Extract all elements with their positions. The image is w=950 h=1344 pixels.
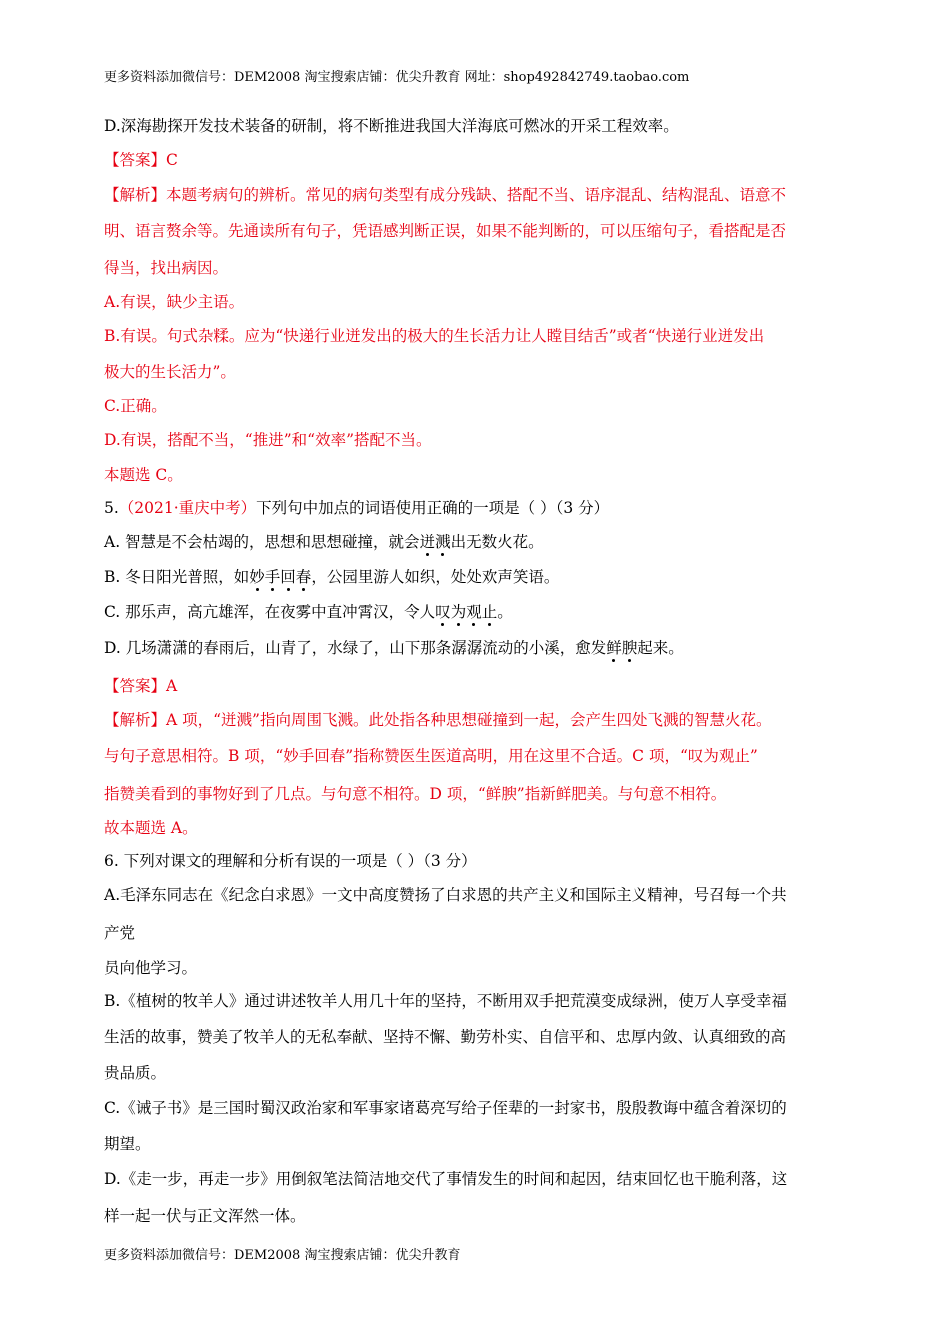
option-text: ，公园里游人如织，处处欢声笑语。	[311, 568, 560, 586]
dotted-char: 妙	[249, 568, 265, 586]
q4-analysis-line: A.有误，缺少主语。	[104, 293, 245, 311]
q6-line: A.毛泽东同志在《纪念白求恩》一文中高度赞扬了白求恩的共产主义和国际主义精神，号召每一个共	[104, 886, 787, 904]
dotted-char: 腴	[621, 639, 638, 657]
q5-option-b	[104, 567, 854, 587]
q4-analysis-line: D.有误，搭配不当，“推进”和“效率”搭配不当。	[104, 431, 432, 449]
q6-line: C.《诫子书》是三国时蜀汉政治家和军事家诸葛亮写给子侄辈的一封家书，殷殷教诲中蕴含着深切的	[104, 1099, 787, 1117]
dotted-char: 鲜	[606, 639, 622, 657]
q6-line: 生活的故事，赞美了牧羊人的无私奉献、坚持不懈、勤劳朴实、自信平和、忠厚内敛、认真细致的高	[104, 1028, 787, 1046]
dotted-char: 迸	[419, 533, 436, 551]
q5-option-a	[104, 532, 854, 552]
q5-option-d	[104, 638, 854, 658]
q5-number: 5.	[104, 499, 119, 517]
option-text: A. 智慧是不会枯竭的，思想和思想碰撞，就会	[104, 533, 420, 551]
q5-analysis-line: 【解析】A 项，“迸溅”指向周围飞溅。此处指各种思想碰撞到一起，会产生四处飞溅的智慧火花。	[104, 711, 772, 729]
q6-line: D.《走一步，再走一步》用倒叙笔法简洁地交代了事情发生的时间和起因，结束回忆也干脆利落，这	[104, 1170, 788, 1188]
q6-line: 员向他学习。	[104, 959, 198, 977]
q5-option-c	[104, 602, 854, 622]
option-text: 起来。	[637, 639, 684, 657]
q4-analysis-line: C.正确。	[104, 397, 167, 415]
option-text: C. 那乐声，高亢雄浑，在夜雾中直冲霄汉，令人	[104, 603, 436, 621]
dotted-char: 回	[280, 568, 296, 586]
q4-analysis-line: B.有误。句式杂糅。应为“快递行业迸发出的极大的生长活力让人瞠目结舌”或者“快递行业迸发出	[104, 327, 765, 345]
dotted-char: 叹	[435, 603, 451, 621]
option-text: 出无数火花。	[450, 533, 544, 551]
q6-line: 产党	[104, 924, 136, 942]
q4-option-d: D.深海勘探开发技术装备的研制，将不断推进我国大洋海底可燃冰的开采工程效率。	[104, 117, 679, 135]
q6-line: B.《植树的牧羊人》通过讲述牧羊人用几十年的坚持，不断用双手把荒漠变成绿洲，使万人享受幸福	[104, 992, 787, 1010]
dotted-char: 春	[295, 568, 312, 586]
dotted-char: 手	[264, 568, 281, 586]
option-text: 。	[497, 603, 513, 621]
q5-answer: 【答案】A	[104, 677, 178, 695]
dotted-char: 溅	[435, 533, 451, 551]
option-text: B. 冬日阳光普照，如	[104, 568, 250, 586]
dotted-char: 止	[481, 603, 498, 621]
q5-stem-text: 下列句中加点的词语使用正确的一项是（ ）（3 分）	[256, 499, 610, 517]
q6-stem: 6. 下列对课文的理解和分析有误的一项是（ ）（3 分）	[104, 852, 477, 870]
q6-line: 贵品质。	[104, 1064, 167, 1082]
q5-stem	[104, 498, 854, 518]
q5-analysis-line: 与句子意思相符。B 项，“妙手回春”指称赞医生医道高明，用在这里不合适。C 项，“叹为观止”	[104, 747, 758, 765]
q4-analysis-line: 【解析】本题考病句的辨析。常见的病句类型有成分残缺、搭配不当、语序混乱、结构混乱、语意不	[104, 186, 787, 204]
q5-analysis-line: 故本题选 A。	[104, 819, 198, 837]
q4-answer: 【答案】C	[104, 151, 178, 169]
q5-analysis-line: 指赞美看到的事物好到了几点。与句意不相符。D 项，“鲜腴”指新鲜肥美。与句意不相符。	[104, 785, 727, 803]
page-header: 更多资料添加微信号：DEM2008 淘宝搜索店铺：优尖升教育 网址：shop492842749.taobao.com	[104, 70, 690, 85]
q5-source: （2021·重庆中考）	[118, 499, 257, 517]
dotted-char: 观	[466, 603, 482, 621]
page-footer: 更多资料添加微信号：DEM2008 淘宝搜索店铺：优尖升教育	[104, 1248, 461, 1263]
q4-analysis-line: 得当，找出病因。	[104, 259, 229, 277]
dotted-char: 为	[450, 603, 467, 621]
option-text: D. 几场潇潇的春雨后，山青了，水绿了，山下那条潺潺流动的小溪，愈发	[104, 639, 607, 657]
q4-analysis-line: 极大的生长活力”。	[104, 363, 236, 381]
q4-analysis-line: 本题选 C。	[104, 466, 183, 484]
q6-line: 样一起一伏与正文浑然一体。	[104, 1207, 306, 1225]
q4-analysis-line: 明、语言赘余等。先通读所有句子，凭语感判断正误，如果不能判断的，可以压缩句子，看搭配是否	[104, 222, 787, 240]
q6-line: 期望。	[104, 1135, 151, 1153]
